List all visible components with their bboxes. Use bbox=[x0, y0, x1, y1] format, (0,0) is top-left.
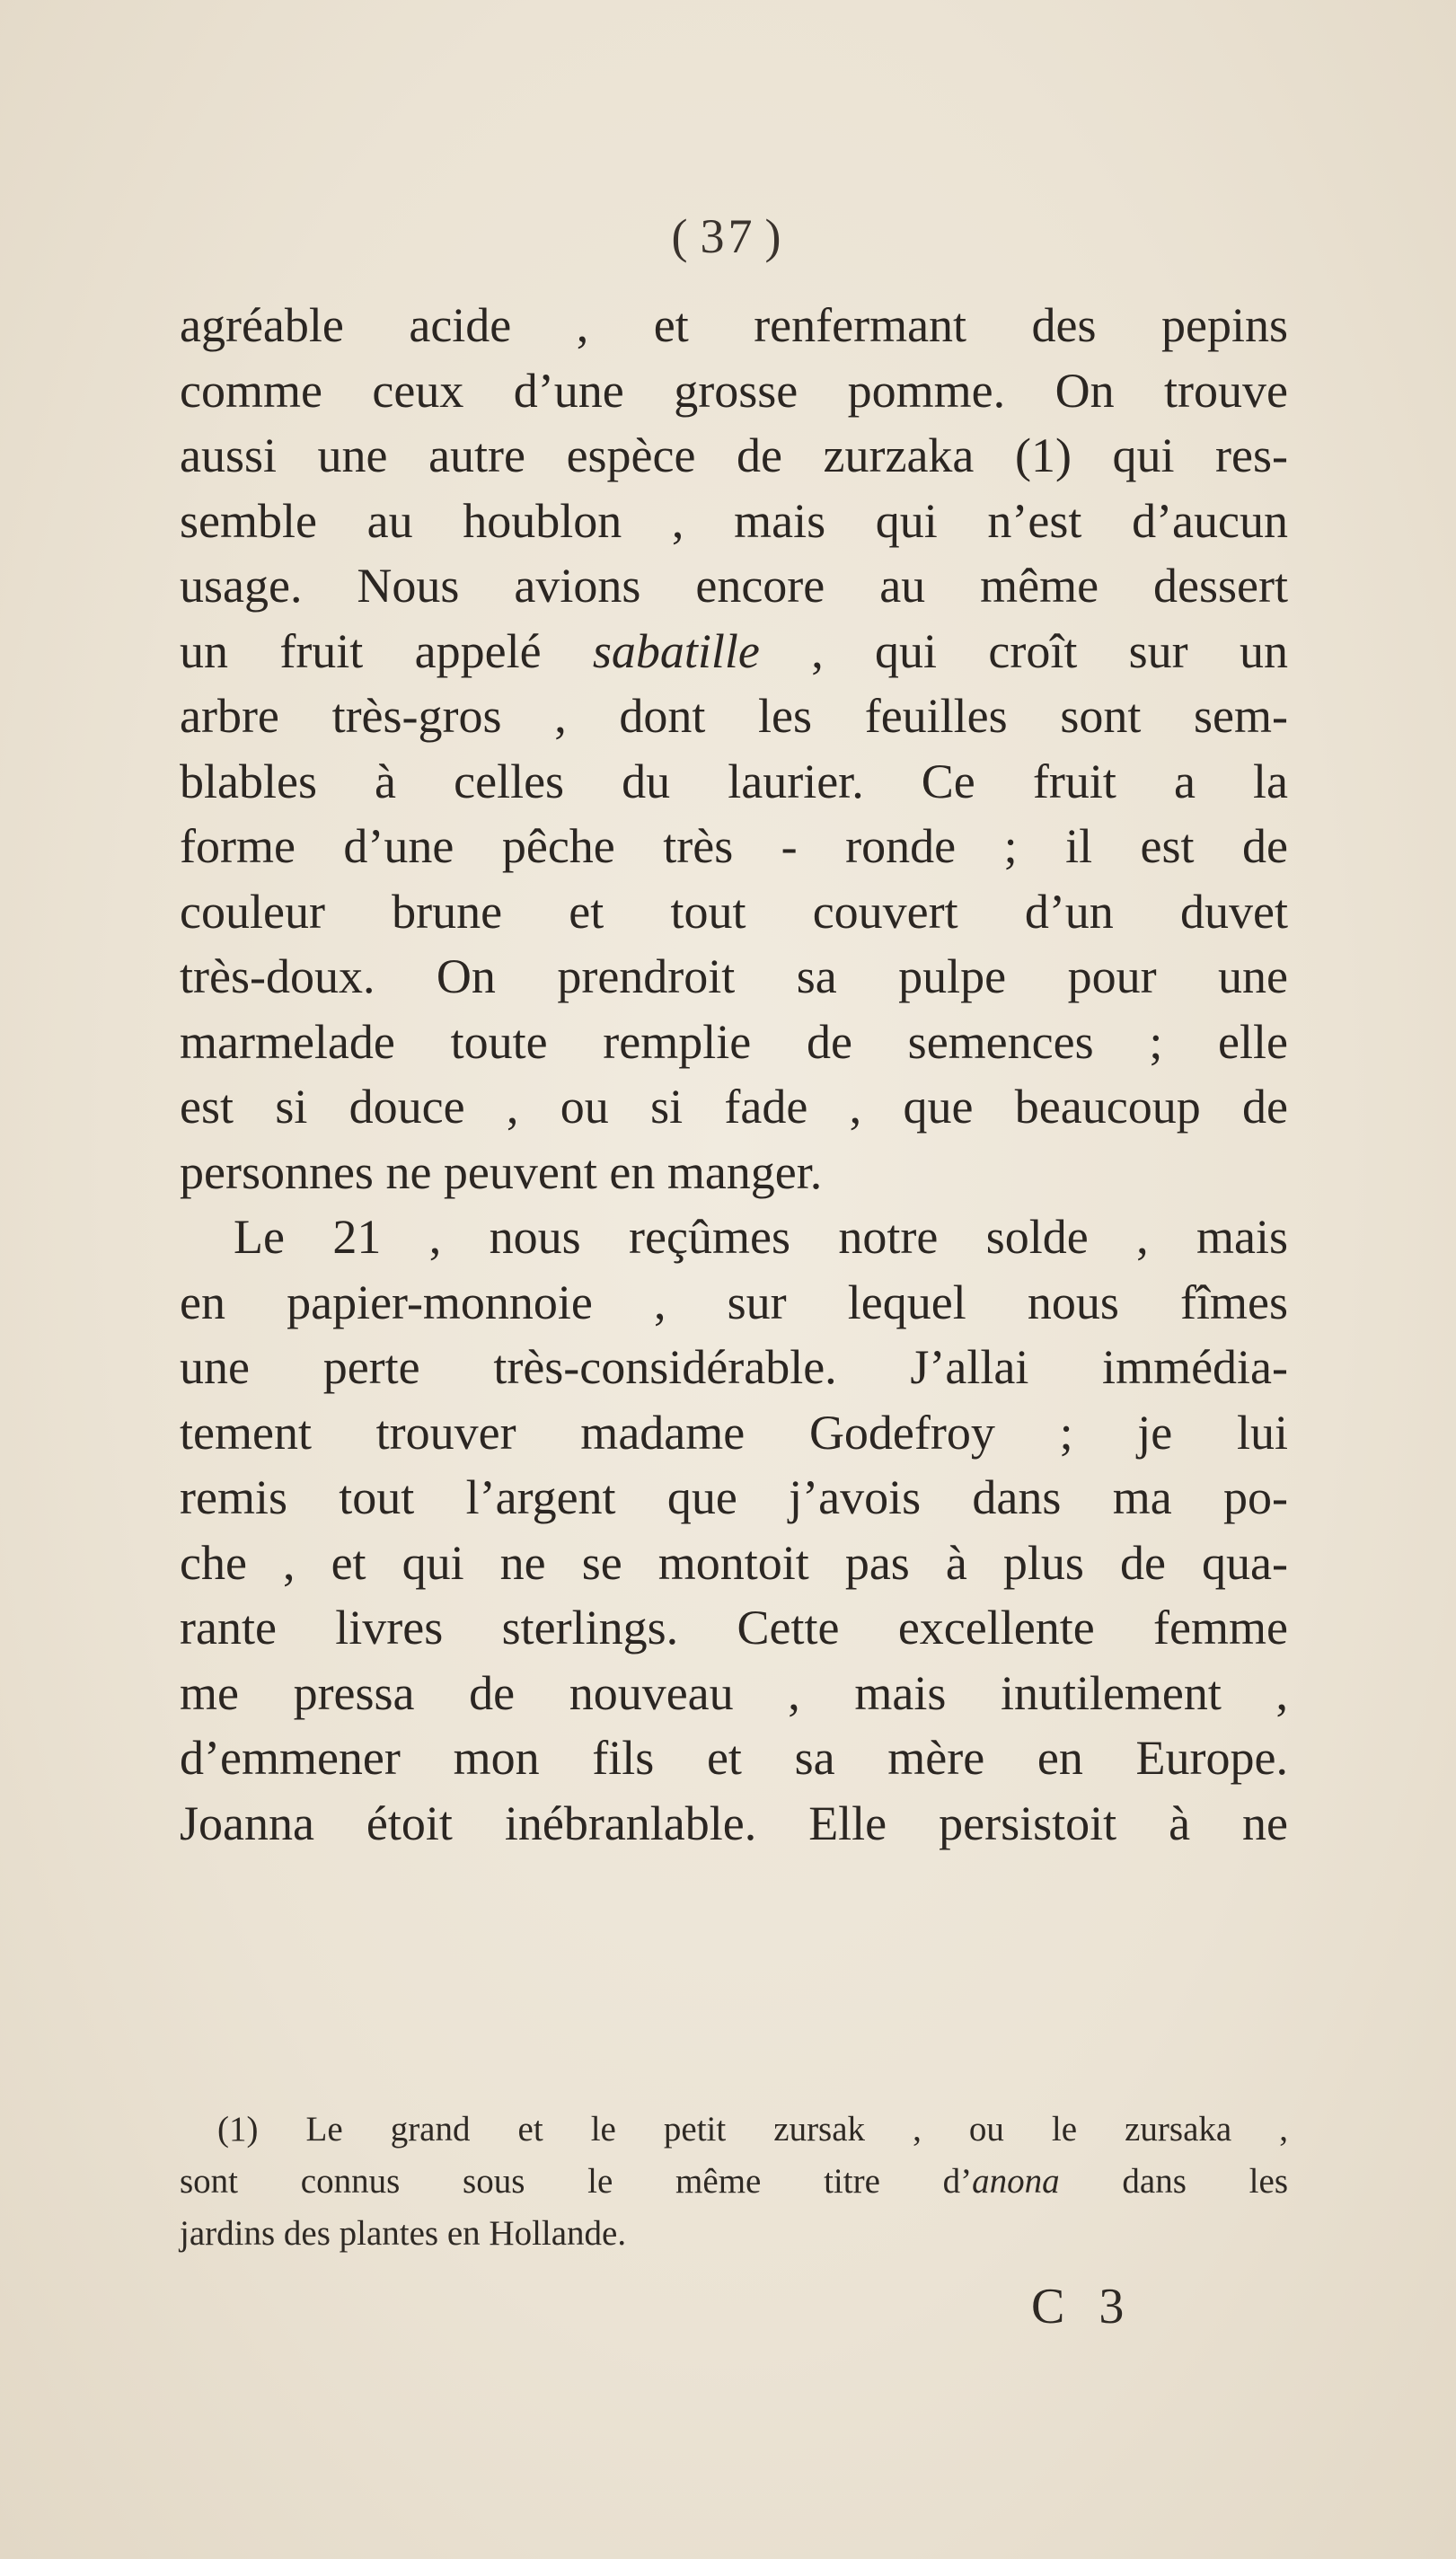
text-line: che , et qui ne se montoit pas à plus de qua- bbox=[180, 1535, 1288, 1590]
text-line: d’emmener mon fils et sa mère en Europe. bbox=[180, 1731, 1288, 1785]
text-line bbox=[180, 619, 1288, 684]
footnote-line bbox=[180, 2156, 1288, 2208]
page-number bbox=[0, 208, 1456, 264]
page-number-open-paren: ( bbox=[671, 209, 692, 263]
italic-term-sabatille: sabatille bbox=[592, 623, 760, 678]
text-segment: , qui croît sur un bbox=[759, 623, 1288, 678]
paragraph-end-line: personnes ne peuvent en manger. bbox=[180, 1144, 823, 1199]
text-line: Joanna étoit inébranlable. Elle persistoit à ne bbox=[180, 1796, 1288, 1850]
footnote-line: (1) Le grand et le petit zursak , ou le zursaka , bbox=[217, 2110, 1288, 2149]
paragraph-start-line: Le 21 , nous reçûmes notre solde , mais bbox=[234, 1210, 1288, 1264]
text-line: très-doux. On prendroit sa pulpe pour une bbox=[180, 949, 1288, 1003]
page-number-close-paren: ) bbox=[764, 209, 785, 263]
text-line: remis tout l’argent que j’avois dans ma po- bbox=[180, 1470, 1288, 1524]
text-segment: un fruit appelé bbox=[180, 623, 593, 678]
text-line: couleur brune et tout couvert d’un duvet bbox=[180, 884, 1288, 939]
text-line: arbre très-gros , dont les feuilles sont sem- bbox=[180, 689, 1288, 743]
text-line: agréable acide , et renfermant des pepins bbox=[180, 298, 1288, 352]
text-line: forme d’une pêche très - ronde ; il est de bbox=[180, 819, 1288, 873]
text-line: en papier-monnoie , sur lequel nous fîmes bbox=[180, 1275, 1288, 1329]
text-line: semble au houblon , mais qui n’est d’aucun bbox=[180, 493, 1288, 548]
italic-term-anona: anona bbox=[972, 2162, 1060, 2201]
text-line: aussi une autre espèce de zurzaka (1) qui res- bbox=[180, 428, 1288, 482]
footnote-line: jardins des plantes en Hollande. bbox=[180, 2214, 627, 2253]
footnote bbox=[180, 2104, 1288, 2260]
text-line: blables à celles du laurier. Ce fruit a la bbox=[180, 754, 1288, 808]
text-line: usage. Nous avions encore au même dessert bbox=[180, 559, 1288, 613]
text-segment: sont connus sous le même titre d’ bbox=[180, 2162, 973, 2201]
text-line: rante livres sterlings. Cette excellente femme bbox=[180, 1601, 1288, 1655]
body-text bbox=[180, 293, 1288, 1856]
page-number-value: 37 bbox=[700, 209, 756, 263]
text-line: marmelade toute remplie de semences ; elle bbox=[180, 1014, 1288, 1069]
text-line: tement trouver madame Godefroy ; je lui bbox=[180, 1405, 1288, 1460]
text-line: est si douce , ou si fade , que beaucoup de bbox=[180, 1080, 1288, 1134]
text-segment: dans les bbox=[1059, 2162, 1288, 2201]
signature-mark: C 3 bbox=[1031, 2279, 1135, 2334]
text-line: comme ceux d’une grosse pomme. On trouve bbox=[180, 363, 1288, 418]
text-line: me pressa de nouveau , mais inutilement , bbox=[180, 1665, 1288, 1720]
text-line: une perte très-considérable. J’allai immédia- bbox=[180, 1340, 1288, 1394]
